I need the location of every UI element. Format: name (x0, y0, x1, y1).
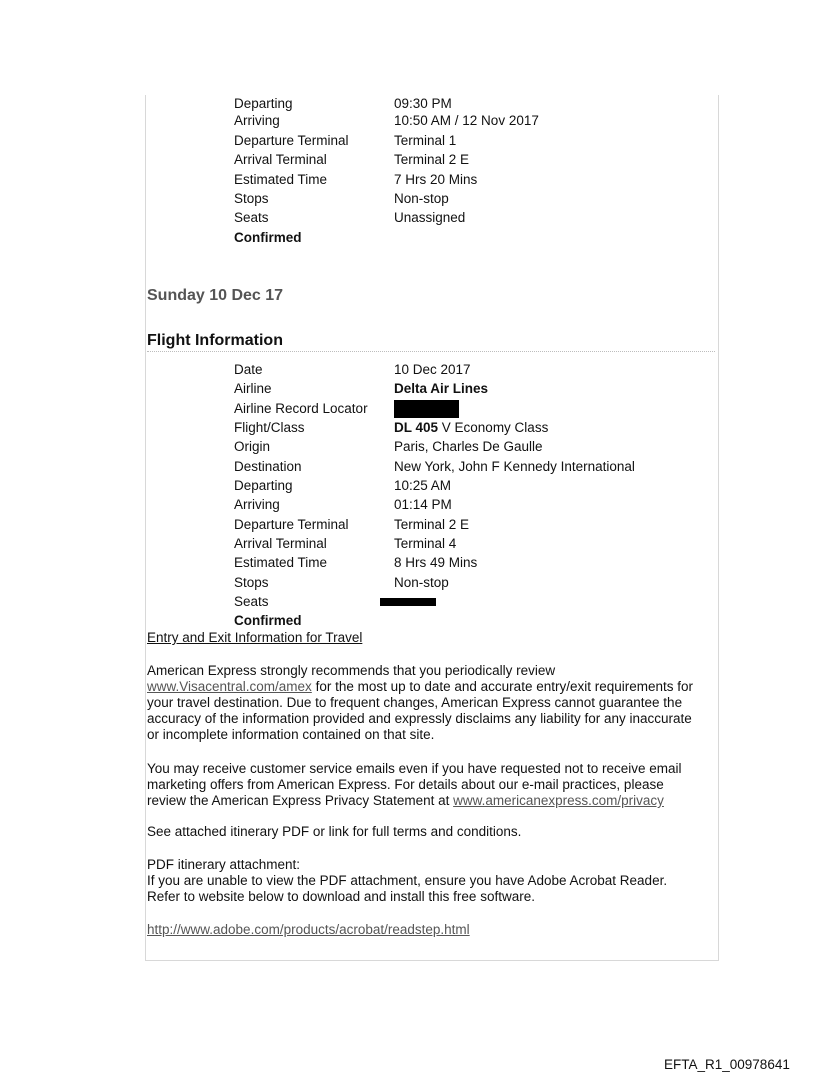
privacy-link[interactable]: www.americanexpress.com/privacy (453, 793, 664, 808)
row-value (394, 418, 548, 437)
row-label: Arrival Terminal (234, 536, 327, 551)
row-label: Departing (234, 96, 293, 111)
document-id: EFTA_R1_00978641 (664, 1057, 790, 1072)
row-value: 10:25 AM (394, 478, 452, 493)
row-label: Arriving (234, 113, 280, 128)
para-line: American Express strongly recommends that you periodically review (147, 663, 556, 678)
para-line: If you are unable to view the PDF attachment, ensure you have Adobe Acrobat Reader. (147, 873, 668, 888)
row-label: Stops (234, 191, 269, 206)
para-line (147, 793, 719, 809)
row-label: Estimated Time (234, 555, 328, 570)
redaction-block (380, 598, 436, 606)
row-value: Non-stop (394, 575, 449, 590)
email-notice-paragraph (147, 761, 719, 809)
pdf-attachment-paragraph (147, 857, 719, 905)
row-value (394, 399, 459, 418)
row-label: Origin (234, 439, 271, 454)
para-line: PDF itinerary attachment: (147, 857, 301, 872)
para-line: Refer to website below to download and install this free software. (147, 889, 535, 904)
row-value: 09:30 PM (394, 96, 452, 111)
row-value: Terminal 4 (394, 536, 457, 551)
row-label: Departure Terminal (234, 133, 349, 148)
row-label: Stops (234, 575, 269, 590)
para-line (147, 679, 719, 695)
row-label: Airline (234, 381, 272, 396)
para-line: marketing offers from American Express. For details about our e-mail practices, please (147, 777, 664, 792)
adobe-link-line (147, 922, 719, 938)
para-line-start: review the American Express Privacy Statement at (147, 793, 454, 808)
first-flight-status: Confirmed (234, 230, 302, 245)
para-line: or incomplete information contained on that site. (147, 727, 435, 742)
para-line-rest: for the most up to date and accurate entry/exit requirements for (311, 679, 694, 694)
row-value: Terminal 1 (394, 133, 457, 148)
row-value (394, 592, 436, 611)
row-label: Seats (234, 210, 269, 225)
row-value: Unassigned (394, 210, 466, 225)
adobe-reader-link[interactable]: http://www.adobe.com/products/acrobat/readstep.html (147, 922, 470, 937)
row-value: 01:14 PM (394, 497, 452, 512)
row-value: New York, John F Kennedy International (394, 459, 635, 474)
row-value: Non-stop (394, 191, 449, 206)
entry-exit-paragraph (147, 663, 719, 743)
flight-number: DL 405 (394, 420, 439, 435)
row-value: 8 Hrs 49 Mins (394, 555, 478, 570)
row-label: Seats (234, 594, 269, 609)
row-label: Airline Record Locator (234, 401, 368, 416)
row-label: Destination (234, 459, 302, 474)
redaction-block (394, 400, 459, 418)
row-label: Arriving (234, 497, 280, 512)
row-value: Delta Air Lines (394, 381, 489, 396)
row-value: 10 Dec 2017 (394, 362, 471, 377)
row-label: Departing (234, 478, 293, 493)
day-heading: Sunday 10 Dec 17 (147, 287, 284, 304)
row-label: Date (234, 362, 263, 377)
row-value: Paris, Charles De Gaulle (394, 439, 543, 454)
para-line: accuracy of the information provided and expressly disclaims any liability for any inaccurate (147, 711, 692, 726)
row-value: Terminal 2 E (394, 517, 470, 532)
row-label: Flight/Class (234, 420, 305, 435)
row-label: Estimated Time (234, 172, 328, 187)
para-line: your travel destination. Due to frequent changes, American Express cannot guarantee the (147, 695, 683, 710)
para-line: You may receive customer service emails even if you have requested not to receive email (147, 761, 682, 776)
terms-paragraph: See attached itinerary PDF or link for full terms and conditions. (147, 824, 522, 839)
entry-exit-info-link[interactable]: Entry and Exit Information for Travel (147, 630, 363, 645)
row-label: Arrival Terminal (234, 152, 327, 167)
row-value: 10:50 AM / 12 Nov 2017 (394, 113, 539, 128)
row-label: Departure Terminal (234, 517, 349, 532)
row-value: Terminal 2 E (394, 152, 470, 167)
section-heading: Flight Information (147, 332, 715, 352)
flight-class: V Economy Class (438, 420, 549, 435)
row-value: 7 Hrs 20 Mins (394, 172, 478, 187)
visacentral-link[interactable]: www.Visacentral.com/amex (147, 679, 312, 694)
second-flight-status: Confirmed (234, 613, 302, 628)
